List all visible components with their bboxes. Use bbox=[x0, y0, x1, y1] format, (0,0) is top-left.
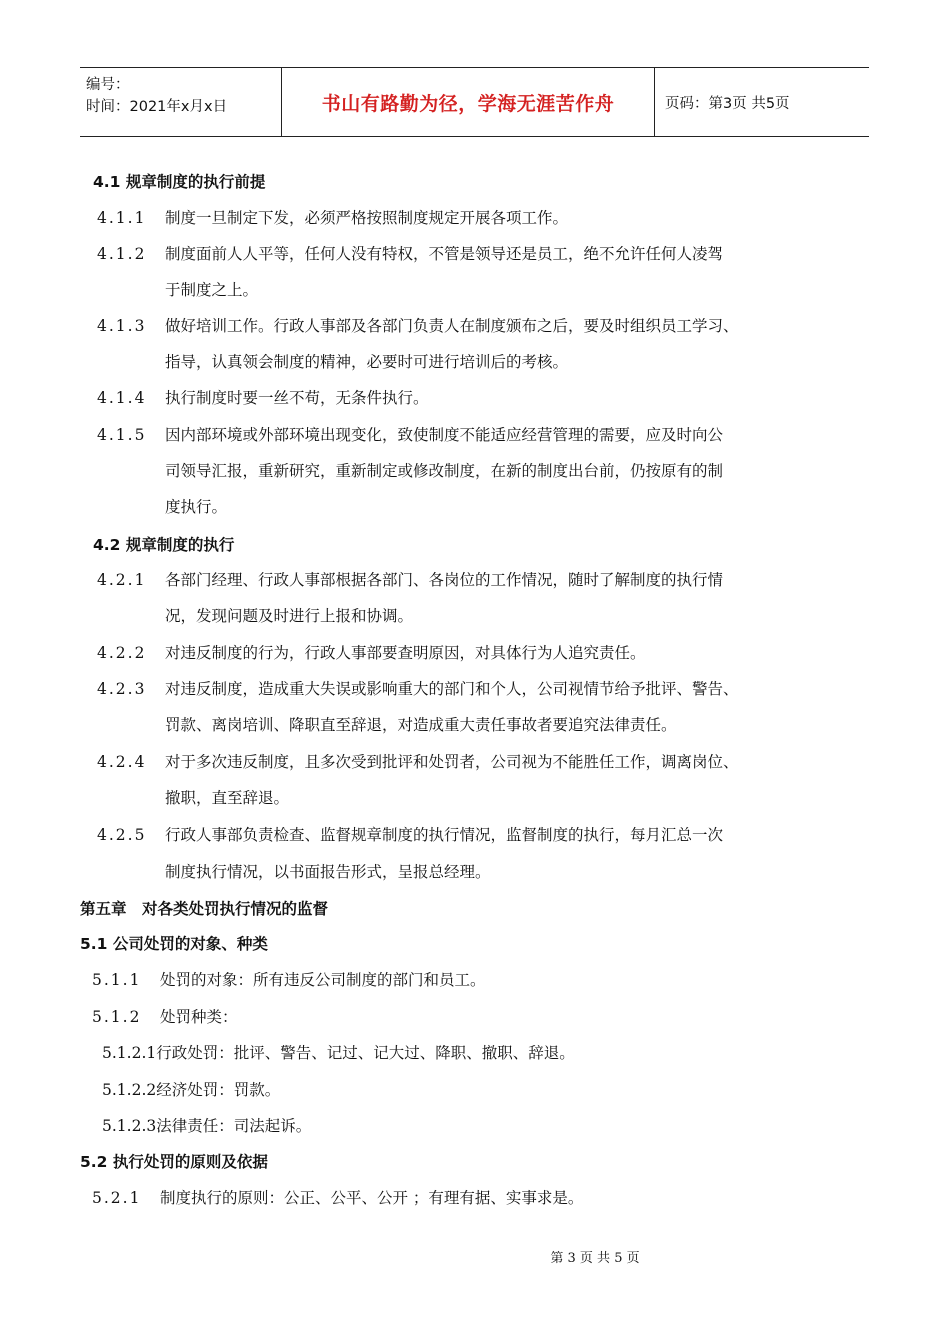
header-page: 页码：第3页 共5页 bbox=[665, 95, 790, 112]
header-table bbox=[80, 67, 869, 137]
sub-clause: 5.1.2.2经济处罚：罚款。 bbox=[102, 1081, 281, 1099]
clause-text: 因内部环境或外部环境出现变化，致使制度不能适应经营管理的需要，应及时向公 bbox=[165, 426, 724, 444]
clause-text: 各部门经理、行政人事部根据各部门、各岗位的工作情况，随时了解制度的执行情 bbox=[165, 571, 724, 589]
clause-number: 4.1.3 bbox=[97, 317, 147, 335]
clause-number: 4.1.2 bbox=[97, 245, 147, 263]
section-title: 5.1 公司处罚的对象、种类 bbox=[80, 935, 268, 953]
clause-text: 制度面前人人平等，任何人没有特权，不管是领导还是员工，绝不允许任何人凌驾 bbox=[165, 245, 724, 263]
header-number: 编号： bbox=[86, 77, 130, 93]
clause-text: 制度执行的原则：公正、公平、公开 ；有理有据、实事求是。 bbox=[160, 1189, 584, 1207]
clause-text: 处罚的对象：所有违反公司制度的部门和员工。 bbox=[160, 971, 486, 989]
clause-text: 对违反制度，造成重大失误或影响重大的部门和个人，公司视情节给予批评、警告、 bbox=[165, 680, 739, 698]
clause-number: 4.1.4 bbox=[97, 389, 147, 407]
clause-number: 4.2.3 bbox=[97, 680, 147, 698]
header-motto: 书山有路勤为径，学海无涯苦作舟 bbox=[282, 68, 655, 136]
clause-number: 5.2.1 bbox=[92, 1189, 142, 1207]
clause-number: 4.1.1 bbox=[97, 209, 147, 227]
clause-text: 对于多次违反制度，且多次受到批评和处罚者，公司视为不能胜任工作，调离岗位、 bbox=[165, 753, 739, 771]
sub-clause: 5.1.2.1行政处罚：批评、警告、记过、记大过、降职、撤职、辞退。 bbox=[102, 1044, 575, 1062]
clause-text: 指导，认真领会制度的精神，必要时可进行培训后的考核。 bbox=[165, 353, 569, 371]
header-date: 时间：2021年x月x日 bbox=[86, 99, 228, 115]
chapter-title: 第五章 对各类处罚执行情况的监督 bbox=[80, 900, 329, 918]
clause-number: 5.1.2 bbox=[92, 1008, 142, 1026]
clause-number: 4.2.5 bbox=[97, 826, 147, 844]
clause-number: 4.2.2 bbox=[97, 644, 147, 662]
clause-number: 4.2.4 bbox=[97, 753, 147, 771]
section-title: 4.1 规章制度的执行前提 bbox=[93, 173, 266, 191]
clause-number: 4.1.5 bbox=[97, 426, 147, 444]
clause-text: 对违反制度的行为，行政人事部要查明原因，对具体行为人追究责任。 bbox=[165, 644, 646, 662]
clause-text: 罚款、离岗培训、降职直至辞退，对造成重大责任事故者要追究法律责任。 bbox=[165, 716, 677, 734]
clause-number: 5.1.1 bbox=[92, 971, 142, 989]
clause-text: 于制度之上。 bbox=[165, 281, 259, 299]
header-left-cell bbox=[80, 68, 282, 136]
clause-text: 司领导汇报，重新研究，重新制定或修改制度，在新的制度出台前，仍按原有的制 bbox=[165, 462, 724, 480]
page-footer: 第 3 页 共 5 页 bbox=[550, 1251, 640, 1266]
clause-text: 制度执行情况，以书面报告形式，呈报总经理。 bbox=[165, 863, 491, 881]
clause-text: 做好培训工作。行政人事部及各部门负责人在制度颁布之后，要及时组织员工学习、 bbox=[165, 317, 739, 335]
clause-text: 行政人事部负责检查、监督规章制度的执行情况，监督制度的执行，每月汇总一次 bbox=[165, 826, 724, 844]
clause-text: 撤职，直至辞退。 bbox=[165, 789, 290, 807]
clause-text: 况，发现问题及时进行上报和协调。 bbox=[165, 607, 414, 625]
section-title: 5.2 执行处罚的原则及依据 bbox=[80, 1153, 268, 1171]
clause-text: 执行制度时要一丝不苟，无条件执行。 bbox=[165, 389, 429, 407]
clause-text: 制度一旦制定下发，必须严格按照制度规定开展各项工作。 bbox=[165, 209, 569, 227]
clause-text: 处罚种类： bbox=[160, 1008, 238, 1026]
clause-text: 度执行。 bbox=[165, 498, 228, 516]
section-title: 4.2 规章制度的执行 bbox=[93, 536, 235, 554]
clause-number: 4.2.1 bbox=[97, 571, 147, 589]
sub-clause: 5.1.2.3法律责任：司法起诉。 bbox=[102, 1117, 312, 1135]
